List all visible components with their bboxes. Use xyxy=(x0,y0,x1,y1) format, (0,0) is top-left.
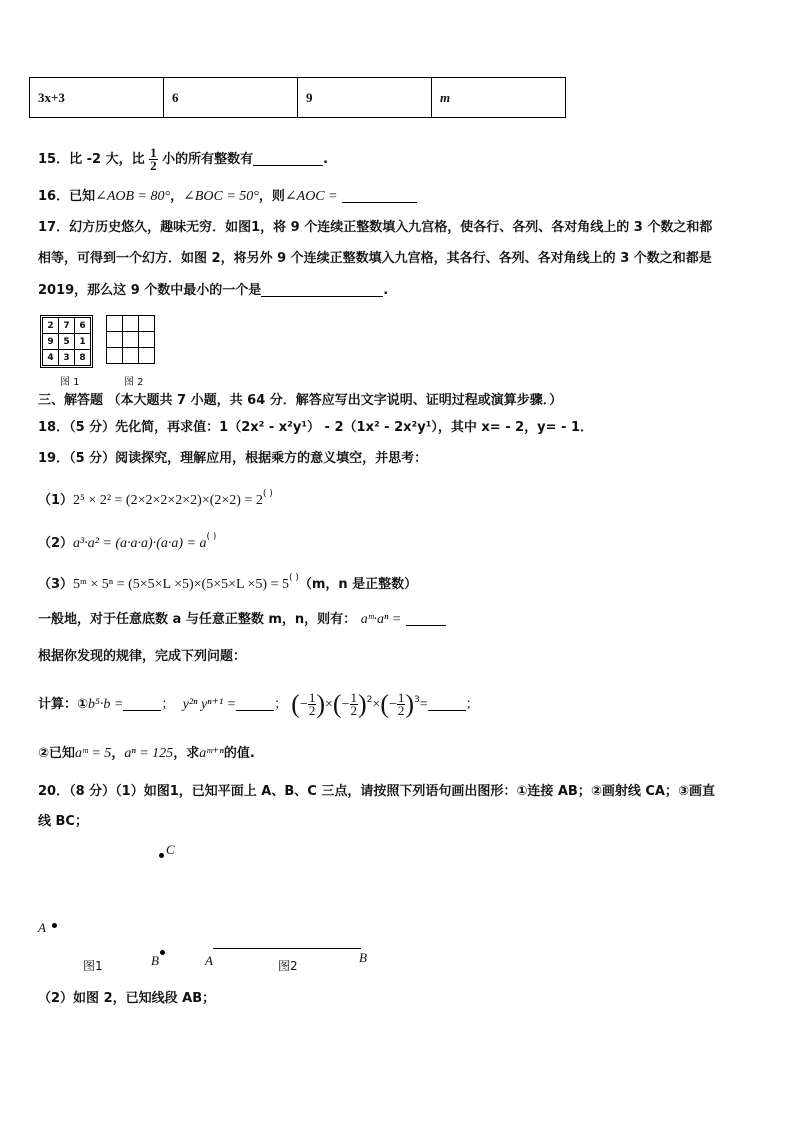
answer-blank[interactable] xyxy=(123,696,161,711)
angle-aob: ∠AOB = 80° xyxy=(95,189,171,204)
question-19-intro: 19．（5 分）阅读探究，理解应用，根据乘方的意义填空，并思考： xyxy=(38,451,428,466)
q19-rule: 根据你发现的规律，完成下列问题： xyxy=(38,649,247,664)
angle-boc: ∠BOC = 50° xyxy=(183,189,259,204)
q15-suffix: 小的所有整数有 xyxy=(162,152,254,167)
empty-cell[interactable] xyxy=(107,332,123,348)
q20-part-2: （2）如图 2，已知线段 AB； xyxy=(38,991,216,1006)
exponent-placeholder[interactable]: ( ) xyxy=(262,489,273,499)
known-m: aᵐ = 5 xyxy=(75,746,112,761)
q17-line3 xyxy=(38,282,388,300)
close-paren: ) xyxy=(316,689,326,719)
question-18: 18．（5 分）先化简，再求值：1（2x² - x²y¹） - 2（1x² - 2x²y¹），其中 x= - 2，y= - 1． xyxy=(38,420,594,435)
q20-line2: 线 BC； xyxy=(38,814,88,829)
calc-2: y²ⁿ yⁿ⁺¹ = xyxy=(182,697,237,712)
frac-num: 1 xyxy=(397,690,405,705)
q16-sep: ， xyxy=(170,189,184,204)
minus-sign: − xyxy=(388,697,397,712)
magic-cell: 9 xyxy=(43,334,59,350)
frac-den: 2 xyxy=(308,703,316,718)
frac-num: 1 xyxy=(150,145,157,160)
calc-sep: ； xyxy=(465,697,479,712)
figure-2-caption: 图 2 xyxy=(124,377,144,388)
q15-end: . xyxy=(323,152,329,167)
fraction-one-half xyxy=(149,147,158,172)
known-target: aᵐ⁺ⁿ xyxy=(199,746,224,761)
exponent-placeholder[interactable]: ( ) xyxy=(288,573,299,583)
known-ask: ，求 xyxy=(173,746,200,761)
open-paren: ( xyxy=(380,689,389,719)
point-c-label: C xyxy=(166,842,175,857)
times-sign: × xyxy=(372,697,381,712)
calc-1: b⁵·b = xyxy=(88,697,124,712)
magic-cell: 8 xyxy=(75,350,91,366)
q16-prefix: 16．已知 xyxy=(38,189,96,204)
frac-den: 2 xyxy=(397,703,405,718)
answer-blank[interactable] xyxy=(261,282,383,297)
table-cell: 9 xyxy=(298,78,432,118)
open-paren: ( xyxy=(332,689,342,719)
magic-cell: 3 xyxy=(59,350,75,366)
part-label: （1） xyxy=(38,493,74,508)
angle-aoc: ∠AOC = xyxy=(284,189,338,204)
point-b-label: B xyxy=(151,953,159,968)
q15-prefix: 15．比 -2 大，比 xyxy=(38,152,145,167)
magic-cell: 5 xyxy=(59,334,75,350)
point-a-dot xyxy=(52,923,57,928)
calc-sep: ； xyxy=(274,697,288,712)
q19-calc xyxy=(38,689,479,719)
frac-den: 2 xyxy=(350,703,357,718)
empty-cell[interactable] xyxy=(139,316,155,332)
frac-num: 1 xyxy=(308,690,316,705)
exponent: 2 xyxy=(366,695,373,705)
answer-blank[interactable] xyxy=(236,696,274,711)
q17-line2: 相等，可得到一个幻方．如图 2，将另外 9 个连续正整数填入九宫格，其各行、各列、各对角线上的 3 个数之和都是 xyxy=(38,251,712,266)
magic-cell: 1 xyxy=(75,334,91,350)
q19-p3-tail: （m，n 是正整数） xyxy=(298,577,418,592)
empty-cell[interactable] xyxy=(139,332,155,348)
section-3-heading: 三、解答题 （本大题共 7 小题，共 64 分．解答应写出文字说明、证明过程或演算步骤．） xyxy=(38,393,563,408)
answer-blank[interactable] xyxy=(406,611,446,626)
magic-cell: 2 xyxy=(43,318,59,334)
part-label: （2） xyxy=(38,536,74,551)
close-paren: ) xyxy=(358,689,367,719)
figure-1-caption: 图 1 xyxy=(60,377,80,388)
open-paren: ( xyxy=(291,689,300,719)
q19-part-2 xyxy=(38,528,216,553)
q19-p3-math: 5ᵐ × 5ⁿ = (5×5×L ×5)×(5×5×L ×5) = 5 xyxy=(73,577,289,592)
close-paren: ) xyxy=(405,689,415,719)
q17-line1: 17．幻方历史悠久，趣味无穷．如图1，将 9 个连续正整数填入九宫格，使各行、各列、各对角线上的 3 个数之和都 xyxy=(38,220,713,235)
question-16 xyxy=(38,188,417,206)
minus-sign: − xyxy=(299,697,308,712)
value-table xyxy=(29,77,566,118)
empty-cell[interactable] xyxy=(123,316,139,332)
times-sign: × xyxy=(325,697,333,712)
point-b-dot xyxy=(160,950,165,955)
answer-blank[interactable] xyxy=(428,696,466,711)
calc-label: 计算：① xyxy=(38,697,89,712)
q19-p1-math: 2⁵ × 2² = (2×2×2×2×2)×(2×2) = 2 xyxy=(73,493,263,508)
segment-a-label: A xyxy=(205,953,213,968)
q20-figure-2-caption: 图2 xyxy=(278,959,298,973)
segment-b-label: B xyxy=(359,950,367,965)
q17-end: . xyxy=(383,283,389,298)
frac-num: 1 xyxy=(350,690,357,705)
q17-line3-text: 2019，那么这 9 个数中最小的一个是 xyxy=(38,283,262,298)
exponent-placeholder[interactable]: ( ) xyxy=(206,532,217,542)
magic-square-figure-2 xyxy=(106,315,155,364)
q19-general xyxy=(38,611,446,629)
q20-line1: 20．（8 分）（1）如图1，已知平面上 A、B、C 三点，请按照下列语句画出图形：①连接 AB；②画射线 CA；③画直 xyxy=(38,784,715,799)
table-cell: 6 xyxy=(164,78,298,118)
q16-then: ，则 xyxy=(258,189,285,204)
magic-square-figure-1 xyxy=(42,317,91,366)
segment-ab xyxy=(213,948,361,949)
empty-cell[interactable] xyxy=(123,332,139,348)
q19-known xyxy=(38,745,255,763)
q20-figure-1-caption: 图1 xyxy=(83,959,103,973)
question-15 xyxy=(38,147,328,172)
empty-cell[interactable] xyxy=(107,316,123,332)
frac-den: 2 xyxy=(150,158,157,173)
minus-sign: − xyxy=(341,697,350,712)
calc-3-eq: = xyxy=(419,697,428,712)
known-end: 的值. xyxy=(223,746,255,761)
answer-blank[interactable] xyxy=(253,151,323,166)
q19-part-3 xyxy=(38,569,417,594)
table-cell: m xyxy=(432,78,566,118)
known-label: ②已知 xyxy=(38,746,76,761)
known-n: aⁿ = 125 xyxy=(124,746,174,761)
empty-cell[interactable] xyxy=(107,348,123,364)
general-text: 一般地，对于任意底数 a 与任意正整数 m，n，则有： xyxy=(38,612,357,627)
calc-sep: ； xyxy=(161,697,175,712)
magic-cell: 7 xyxy=(59,318,75,334)
part-label: （3） xyxy=(38,577,74,592)
table-cell: 3x+3 xyxy=(30,78,164,118)
magic-cell: 4 xyxy=(43,350,59,366)
q19-part-1 xyxy=(38,485,273,510)
exponent: 3 xyxy=(414,695,420,705)
q19-p2-math: a³·a² = (a·a·a)·(a·a) = a xyxy=(73,536,207,551)
magic-cell: 6 xyxy=(75,318,91,334)
empty-cell[interactable] xyxy=(139,348,155,364)
answer-blank[interactable] xyxy=(342,188,417,203)
empty-cell[interactable] xyxy=(123,348,139,364)
fraction-half xyxy=(350,692,359,717)
point-a-label: A xyxy=(38,920,46,935)
point-c-dot xyxy=(159,853,164,858)
general-math: aᵐ·aⁿ = xyxy=(360,612,402,627)
known-sep: ， xyxy=(111,746,125,761)
